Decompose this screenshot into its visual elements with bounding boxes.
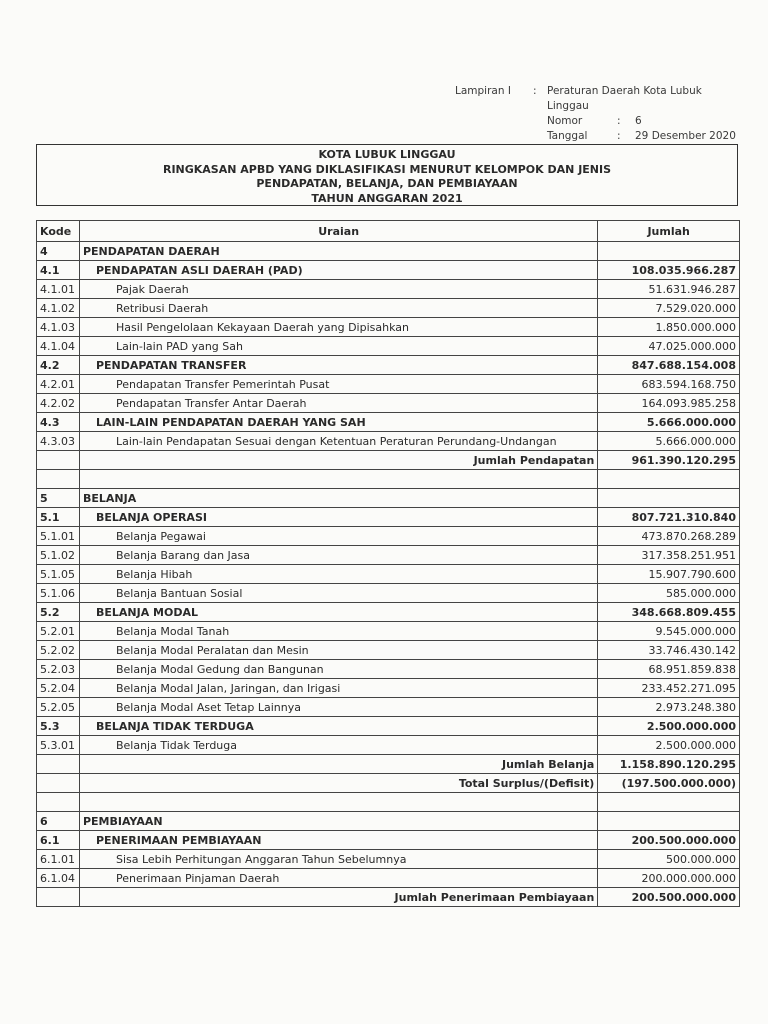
- cell-kode: 6.1.01: [37, 850, 80, 869]
- table-row: [37, 622, 740, 641]
- cell-kode: 5.2.01: [37, 622, 80, 641]
- table-row: [37, 508, 740, 527]
- cell-jumlah: 1.850.000.000: [598, 318, 740, 337]
- cell-jumlah: 348.668.809.455: [598, 603, 740, 622]
- lampiran-block: [455, 84, 736, 144]
- cell-kode: [37, 755, 80, 774]
- cell-jumlah: (197.500.000.000): [598, 774, 740, 793]
- cell-uraian: PENERIMAAN PEMBIAYAAN: [79, 831, 597, 850]
- table-row: [37, 546, 740, 565]
- table-row: [37, 375, 740, 394]
- cell-jumlah: 2.973.248.380: [598, 698, 740, 717]
- table-row: [37, 242, 740, 261]
- cell-jumlah: [598, 470, 740, 489]
- cell-uraian: BELANJA OPERASI: [79, 508, 597, 527]
- cell-kode: 4.1.04: [37, 337, 80, 356]
- cell-uraian: Pajak Daerah: [79, 280, 597, 299]
- cell-uraian: [79, 470, 597, 489]
- cell-uraian: PENDAPATAN ASLI DAERAH (PAD): [79, 261, 597, 280]
- cell-uraian: BELANJA MODAL: [79, 603, 597, 622]
- nomor-value: 6: [635, 115, 642, 127]
- cell-jumlah: [598, 793, 740, 812]
- header-uraian: Uraian: [79, 221, 597, 242]
- table-row: [37, 660, 740, 679]
- table-row: [37, 850, 740, 869]
- table-row: [37, 717, 740, 736]
- apbd-summary-table: [36, 220, 740, 907]
- cell-jumlah: 200.000.000.000: [598, 869, 740, 888]
- table-row: [37, 470, 740, 489]
- cell-uraian: Pendapatan Transfer Antar Daerah: [79, 394, 597, 413]
- cell-jumlah: 108.035.966.287: [598, 261, 740, 280]
- cell-kode: 5.3.01: [37, 736, 80, 755]
- cell-uraian: Sisa Lebih Perhitungan Anggaran Tahun Sebelumnya: [79, 850, 597, 869]
- cell-jumlah: 585.000.000: [598, 584, 740, 603]
- cell-kode: 4.1.03: [37, 318, 80, 337]
- cell-kode: [37, 888, 80, 907]
- cell-uraian: Lain-lain PAD yang Sah: [79, 337, 597, 356]
- cell-jumlah: 847.688.154.008: [598, 356, 740, 375]
- cell-kode: 4.3: [37, 413, 80, 432]
- cell-jumlah: 2.500.000.000: [598, 736, 740, 755]
- cell-uraian: Jumlah Pendapatan: [79, 451, 597, 470]
- cell-jumlah: 2.500.000.000: [598, 717, 740, 736]
- lampiran-label: Lampiran I: [455, 85, 511, 97]
- cell-jumlah: 807.721.310.840: [598, 508, 740, 527]
- cell-uraian: Pendapatan Transfer Pemerintah Pusat: [79, 375, 597, 394]
- table-row: [37, 394, 740, 413]
- cell-jumlah: 473.870.268.289: [598, 527, 740, 546]
- table-row: [37, 774, 740, 793]
- cell-kode: 5.3: [37, 717, 80, 736]
- cell-uraian: Belanja Modal Peralatan dan Mesin: [79, 641, 597, 660]
- table-row: [37, 299, 740, 318]
- cell-jumlah: 200.500.000.000: [598, 888, 740, 907]
- cell-jumlah: 683.594.168.750: [598, 375, 740, 394]
- table-row: [37, 584, 740, 603]
- cell-kode: 5.1.06: [37, 584, 80, 603]
- cell-jumlah: 9.545.000.000: [598, 622, 740, 641]
- title-line4: TAHUN ANGGARAN 2021: [311, 191, 463, 205]
- cell-kode: [37, 470, 80, 489]
- header-kode: Kode: [37, 221, 80, 242]
- cell-uraian: BELANJA TIDAK TERDUGA: [79, 717, 597, 736]
- cell-jumlah: 164.093.985.258: [598, 394, 740, 413]
- cell-uraian: LAIN-LAIN PENDAPATAN DAERAH YANG SAH: [79, 413, 597, 432]
- cell-jumlah: [598, 489, 740, 508]
- cell-kode: 4.1.02: [37, 299, 80, 318]
- cell-uraian: Belanja Modal Jalan, Jaringan, dan Irigasi: [79, 679, 597, 698]
- cell-kode: 4.3.03: [37, 432, 80, 451]
- cell-kode: 5.2: [37, 603, 80, 622]
- cell-kode: 5.1: [37, 508, 80, 527]
- cell-jumlah: 233.452.271.095: [598, 679, 740, 698]
- cell-kode: 4: [37, 242, 80, 261]
- cell-kode: 4.2.02: [37, 394, 80, 413]
- cell-uraian: BELANJA: [79, 489, 597, 508]
- title-line1: KOTA LUBUK LINGGAU: [318, 148, 456, 161]
- tanggal-colon: :: [617, 130, 621, 142]
- cell-kode: 6.1.04: [37, 869, 80, 888]
- table-row: [37, 337, 740, 356]
- tanggal-label: Tanggal: [547, 130, 588, 142]
- cell-kode: 5.1.01: [37, 527, 80, 546]
- table-row: [37, 261, 740, 280]
- peraturan-line2: Linggau: [547, 100, 589, 112]
- cell-jumlah: 961.390.120.295: [598, 451, 740, 470]
- cell-kode: 5.1.02: [37, 546, 80, 565]
- cell-jumlah: 51.631.946.287: [598, 280, 740, 299]
- title-line3: PENDAPATAN, BELANJA, DAN PEMBIAYAAN: [256, 177, 518, 190]
- cell-uraian: Hasil Pengelolaan Kekayaan Daerah yang Dipisahkan: [79, 318, 597, 337]
- document-title-box: [36, 144, 738, 206]
- cell-jumlah: [598, 242, 740, 261]
- table-row: [37, 451, 740, 470]
- table-row: [37, 565, 740, 584]
- cell-uraian: Belanja Tidak Terduga: [79, 736, 597, 755]
- table-row: [37, 793, 740, 812]
- table-row: [37, 489, 740, 508]
- cell-kode: 4.1.01: [37, 280, 80, 299]
- cell-kode: [37, 451, 80, 470]
- lampiran-colon: :: [533, 85, 537, 97]
- cell-kode: 5.2.03: [37, 660, 80, 679]
- table-row: [37, 356, 740, 375]
- cell-jumlah: [598, 812, 740, 831]
- header-jumlah: Jumlah: [598, 221, 740, 242]
- cell-uraian: Belanja Modal Gedung dan Bangunan: [79, 660, 597, 679]
- nomor-label: Nomor: [547, 115, 583, 127]
- title-line2: RINGKASAN APBD YANG DIKLASIFIKASI MENURUT KELOMPOK DAN JENIS: [162, 162, 612, 176]
- cell-kode: [37, 774, 80, 793]
- cell-kode: 5: [37, 489, 80, 508]
- cell-jumlah: 5.666.000.000: [598, 432, 740, 451]
- cell-uraian: Belanja Barang dan Jasa: [79, 546, 597, 565]
- cell-kode: 4.1: [37, 261, 80, 280]
- cell-uraian: Total Surplus/(Defisit): [79, 774, 597, 793]
- cell-uraian: PEMBIAYAAN: [79, 812, 597, 831]
- cell-uraian: Belanja Hibah: [79, 565, 597, 584]
- tanggal-value: 29 Desember 2020: [635, 130, 736, 142]
- table-row: [37, 413, 740, 432]
- table-row: [37, 812, 740, 831]
- cell-uraian: [79, 793, 597, 812]
- cell-jumlah: 1.158.890.120.295: [598, 755, 740, 774]
- peraturan-line1: Peraturan Daerah Kota Lubuk: [547, 85, 702, 97]
- cell-uraian: PENDAPATAN DAERAH: [79, 242, 597, 261]
- table-row: [37, 831, 740, 850]
- cell-kode: [37, 793, 80, 812]
- cell-jumlah: 317.358.251.951: [598, 546, 740, 565]
- cell-kode: 4.2: [37, 356, 80, 375]
- table-row: [37, 432, 740, 451]
- cell-jumlah: 7.529.020.000: [598, 299, 740, 318]
- table-row: [37, 641, 740, 660]
- table-row: [37, 679, 740, 698]
- cell-uraian: Belanja Bantuan Sosial: [79, 584, 597, 603]
- cell-jumlah: 5.666.000.000: [598, 413, 740, 432]
- cell-kode: 5.2.02: [37, 641, 80, 660]
- cell-uraian: Retribusi Daerah: [79, 299, 597, 318]
- cell-jumlah: 68.951.859.838: [598, 660, 740, 679]
- cell-jumlah: 15.907.790.600: [598, 565, 740, 584]
- cell-kode: 5.2.05: [37, 698, 80, 717]
- cell-kode: 6.1: [37, 831, 80, 850]
- table-row: [37, 603, 740, 622]
- table-row: [37, 888, 740, 907]
- cell-kode: 6: [37, 812, 80, 831]
- cell-kode: 5.2.04: [37, 679, 80, 698]
- table-row: [37, 736, 740, 755]
- table-row: [37, 698, 740, 717]
- nomor-colon: :: [617, 115, 621, 127]
- cell-jumlah: 200.500.000.000: [598, 831, 740, 850]
- cell-uraian: Penerimaan Pinjaman Daerah: [79, 869, 597, 888]
- table-row: [37, 527, 740, 546]
- cell-jumlah: 33.746.430.142: [598, 641, 740, 660]
- cell-kode: 5.1.05: [37, 565, 80, 584]
- cell-uraian: PENDAPATAN TRANSFER: [79, 356, 597, 375]
- table-row: [37, 280, 740, 299]
- cell-uraian: Belanja Pegawai: [79, 527, 597, 546]
- table-row: [37, 318, 740, 337]
- cell-jumlah: 500.000.000: [598, 850, 740, 869]
- cell-kode: 4.2.01: [37, 375, 80, 394]
- cell-uraian: Belanja Modal Tanah: [79, 622, 597, 641]
- table-row: [37, 755, 740, 774]
- cell-uraian: Lain-lain Pendapatan Sesuai dengan Ketentuan Peraturan Perundang-Undangan: [79, 432, 597, 451]
- cell-uraian: Jumlah Penerimaan Pembiayaan: [79, 888, 597, 907]
- table-row: [37, 869, 740, 888]
- cell-jumlah: 47.025.000.000: [598, 337, 740, 356]
- cell-uraian: Belanja Modal Aset Tetap Lainnya: [79, 698, 597, 717]
- table-header-row: [37, 221, 740, 242]
- cell-uraian: Jumlah Belanja: [79, 755, 597, 774]
